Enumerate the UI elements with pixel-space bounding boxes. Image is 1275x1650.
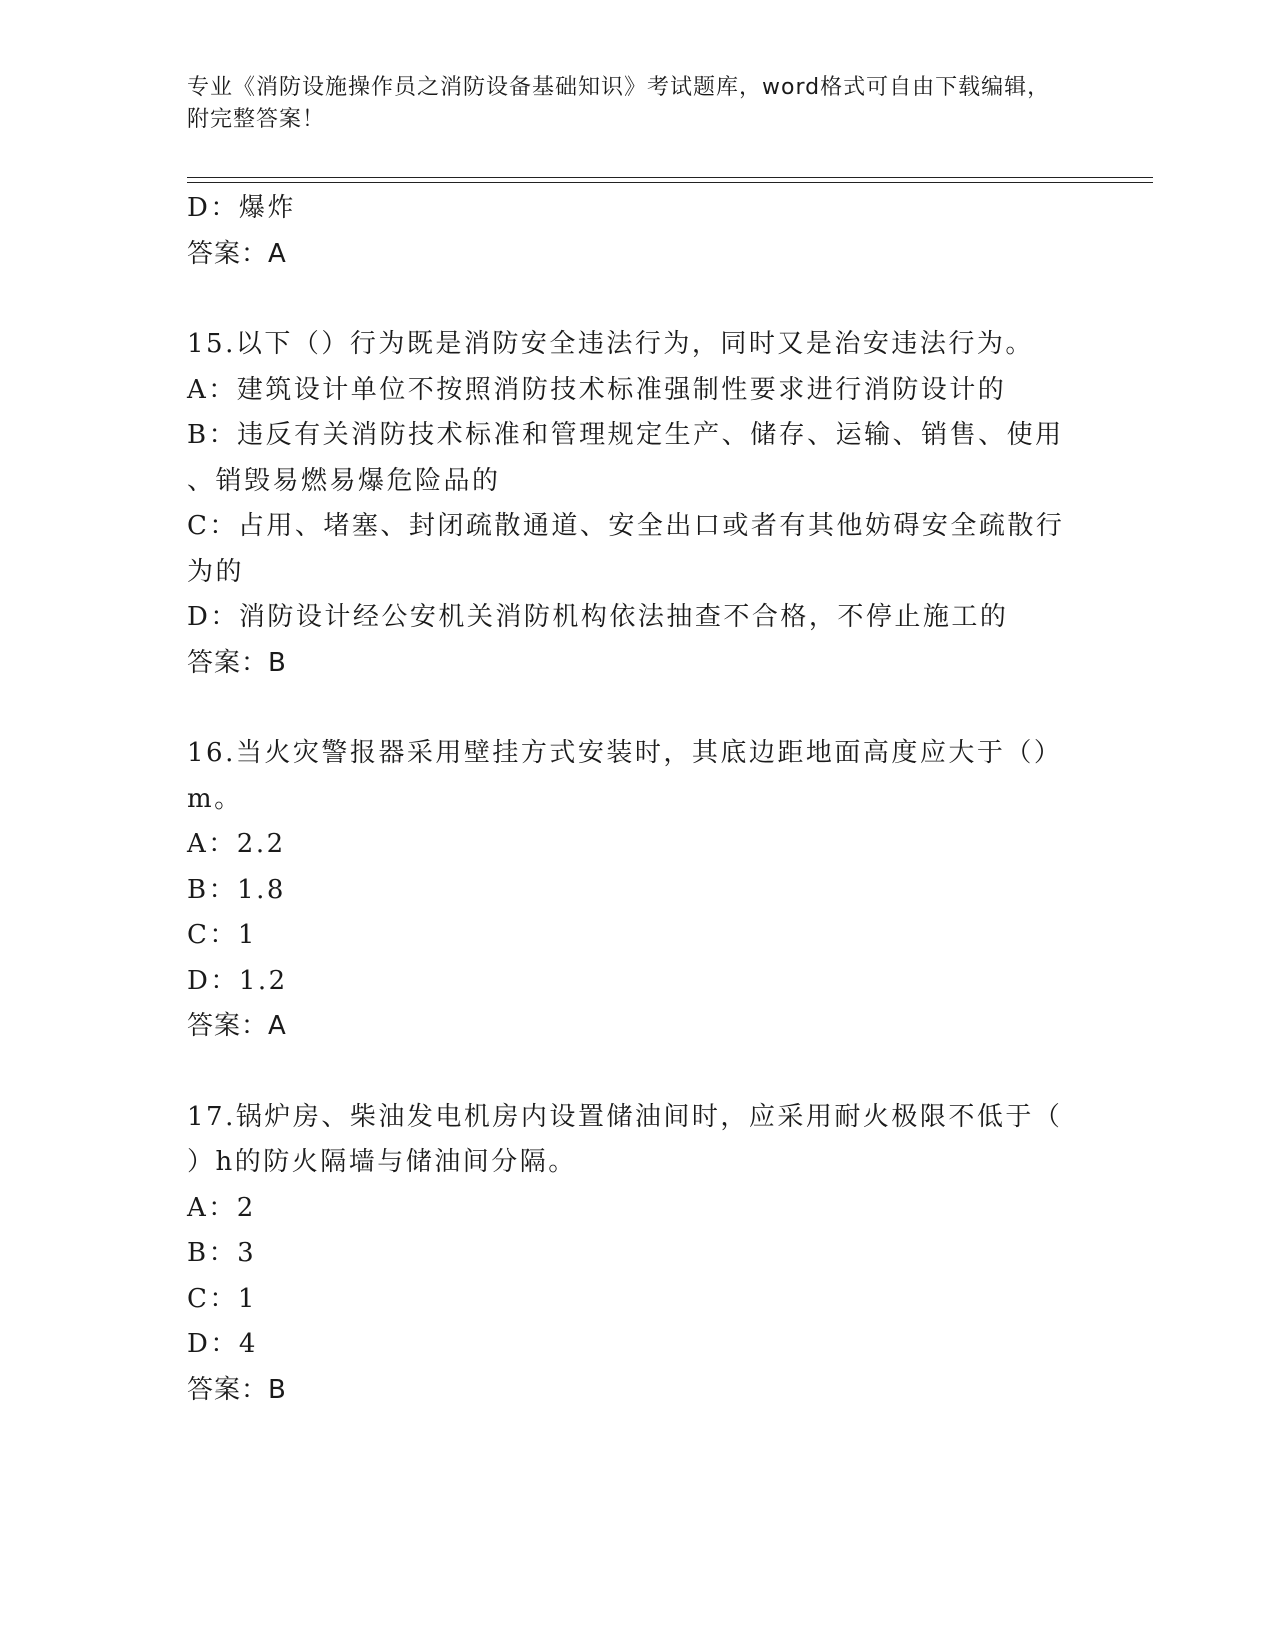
spacer: [187, 1050, 1077, 1095]
option-d: D：爆炸: [187, 193, 296, 223]
question-15: [187, 322, 1077, 686]
option-d: D：4: [187, 1329, 258, 1359]
option-a: A：2.2: [187, 829, 286, 859]
option-a: A：建筑设计单位不按照消防技术标准强制性要求进行消防设计的: [187, 374, 1007, 405]
page-header: 专业《消防设施操作员之消防设备基础知识》考试题库，word格式可自由下载编辑，附完整答案！: [187, 75, 1051, 132]
question-stem-continued: ）h的防火隔墙与储油间分隔。: [187, 1147, 577, 1177]
question-stem: 16.当火灾警报器采用壁挂方式安装时，其底边距地面高度应大于（）: [187, 738, 1063, 768]
option-d: D：消防设计经公安机关消防机构依法抽查不合格，不停止施工的: [187, 602, 1009, 632]
document-body: [187, 186, 1077, 1413]
question-stem: 17.锅炉房、柴油发电机房内设置储油间时，应采用耐火极限不低于（: [187, 1101, 1063, 1132]
answer: 答案：B: [187, 647, 287, 678]
option-b: B：违反有关消防技术标准和管理规定生产、储存、运输、销售、使用: [187, 420, 1064, 450]
answer: 答案：A: [187, 238, 287, 269]
option-c: C：1: [187, 1283, 257, 1314]
answer: 答案：B: [187, 1374, 287, 1405]
option-c: C：占用、堵塞、封闭疏散通道、安全出口或者有其他妨碍安全疏散行: [187, 511, 1065, 541]
spacer: [187, 686, 1077, 731]
question-16: [187, 731, 1077, 1050]
question-stem-continued: m。: [187, 783, 243, 814]
option-a: A：2: [187, 1192, 256, 1223]
option-b-continued: 、销毁易燃易爆危险品的: [187, 465, 501, 496]
question-stem: 15.以下（）行为既是消防安全违法行为，同时又是治安违法行为。: [187, 329, 1034, 359]
option-b: B：3: [187, 1238, 257, 1268]
answer: 答案：A: [187, 1011, 287, 1041]
option-c: C：1: [187, 920, 257, 950]
option-c-continued: 为的: [187, 556, 245, 587]
option-d: D：1.2: [187, 965, 288, 996]
spacer: [187, 277, 1077, 322]
question-17: [187, 1095, 1077, 1414]
option-b: B：1.8: [187, 874, 286, 905]
header-divider: [187, 177, 1153, 183]
